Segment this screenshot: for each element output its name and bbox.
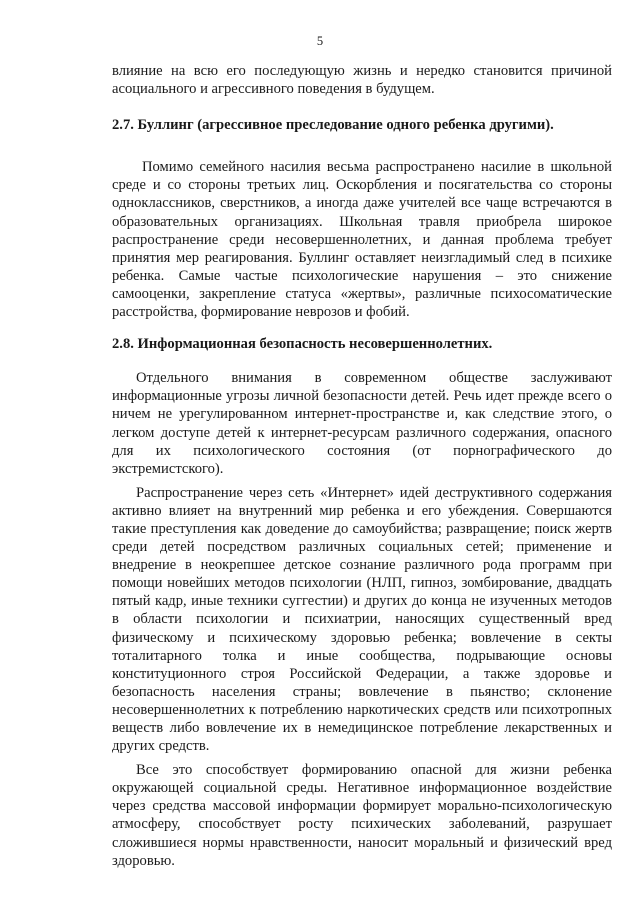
info-paragraph-3: Все это способствует формированию опасной для жизни ребенка окружающей социальной среды. Негативное информационное воздействие через средства массовой информации формирует морально-психологическую атмосферу, способствует росту психических заболеваний, разрушает сложившиеся нормы нравственности, наносит моральный и физический вред здоровью. [112,762,612,869]
spacer [112,134,612,158]
intro-paragraph: влияние на всю его последующую жизнь и нередко становится причиной асоциального и агрессивного поведения в будущем. [112,63,612,98]
spacer [112,321,612,335]
spacer [112,353,612,369]
info-paragraph-2: Распространение через сеть «Интернет» идей деструктивного содержания активно влияет на внутренний мир ребенка и его убеждения. Совершаются такие преступления как доведение до самоубийства; развращение; поиск жертв среди детей посредством различных социальных сетей; применение и внедрение в неокрепшее детское сознание различного рода программ при помощи новейших методов психологии (НЛП, гипноз, зомбирование, двадцать пятый кадр, иные техники суггестии) и других до конца не изученных методов в области психологии и психиатрии, наносящих существенный вред физическому и психическому здоровью ребенка; вовлечение в секты тоталитарного толка и иные сообщества, подрывающие основы конституционного строя Российской Федерации, а также здоровье и безопасность населения страны; вовлечение в пьянство; склонение несовершеннолетних к потреблению наркотических средств или психотропных веществ либо вовлечение их в немедицинское потребление лекарственных и других средств. [112,484,612,755]
bullying-paragraph: Помимо семейного насилия весьма распространено насилие в школьной среде и со стороны третьих лиц. Оскорбления и посягательства со стороны одноклассников, сверстников, а иногда даже учителей все чаще встречаются в образовательных организациях. Школьная травля приобрела широкое распространение среди несовершеннолетних, и данная проблема требует принятия мер реагирования. Буллинг оставляет неизгладимый след в психике ребенка. Самые частые психологические нарушения – это снижение самооценки, закрепление статуса «жертвы», различные психосоматические расстройства, формирование неврозов и фобий. [112,159,612,321]
section-heading-2-7: 2.7. Буллинг (агрессивное преследование одного ребенка другими). [112,117,554,134]
info-paragraph-1: Отдельного внимания в современном обществе заслуживают информационные угрозы личной безопасности детей. Речь идет прежде всего о ничем не урегулированном интернет-пространстве и, как следствие этого, о легком доступе детей к интернет-ресурсам различного содержания, опасного для их психологического состояния (от порнографического до экстремистского). [112,370,612,477]
page-number: 5 [316,34,324,48]
page-content [112,62,612,870]
spacer [112,98,612,116]
section-heading-2-8: 2.8. Информационная безопасность несовершеннолетних. [112,336,493,353]
